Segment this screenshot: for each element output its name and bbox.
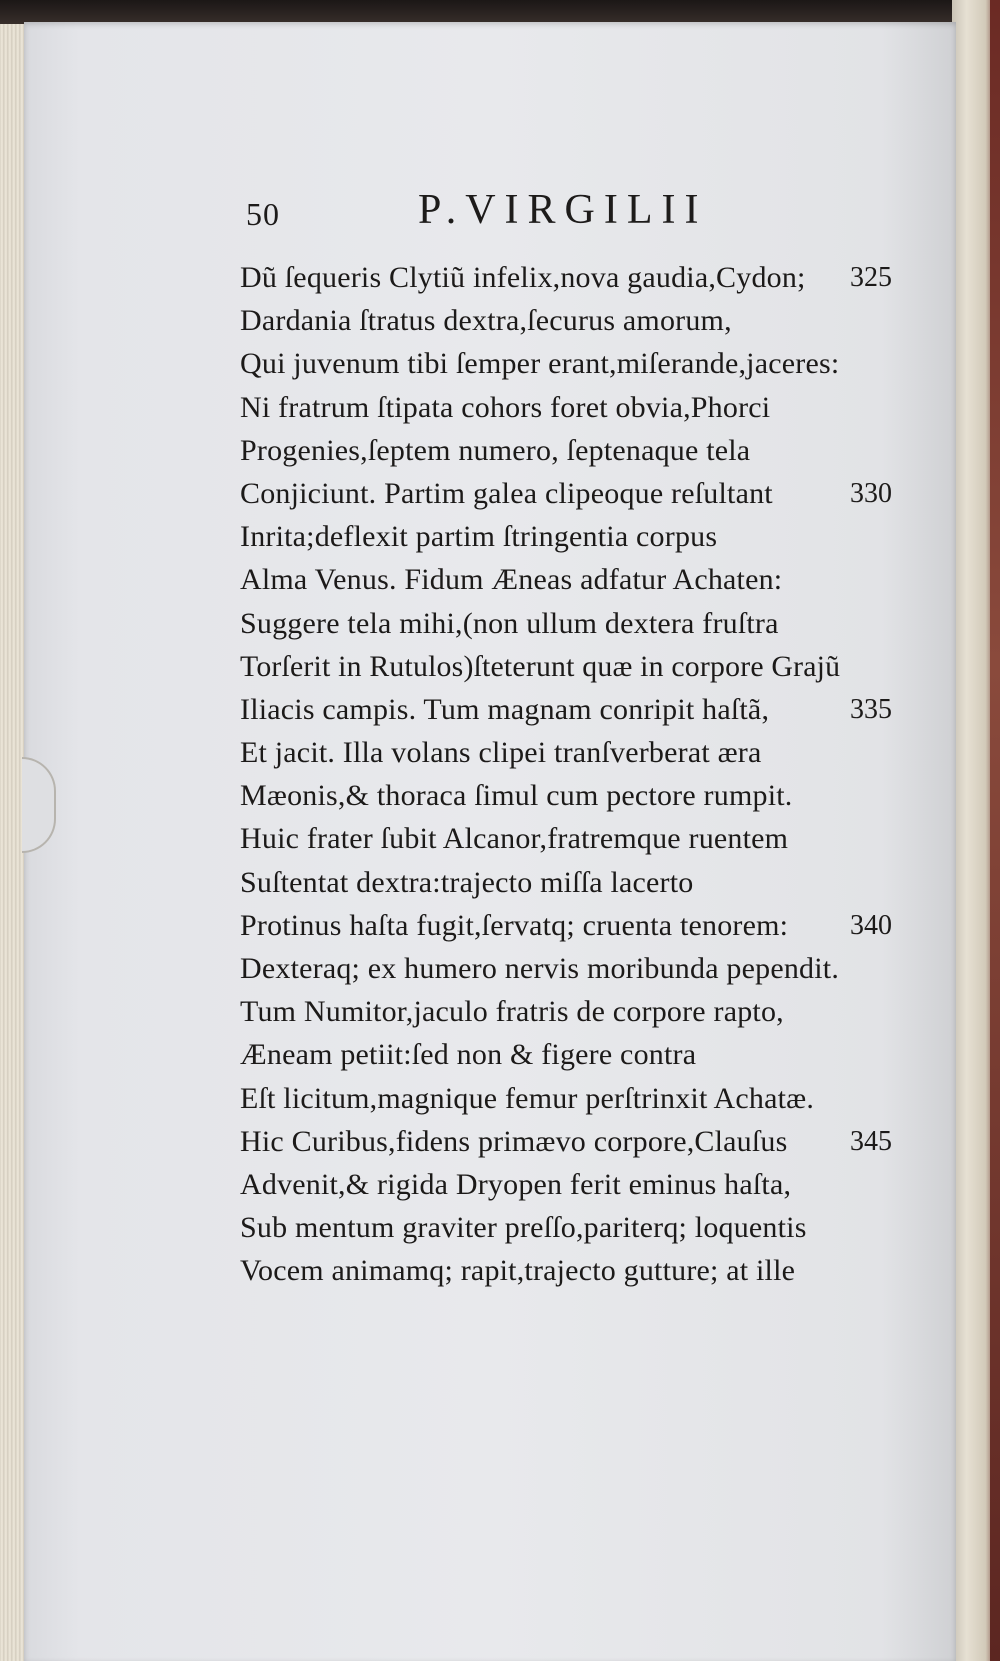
verse-line xyxy=(240,342,920,385)
running-title: P.VIRGILII xyxy=(418,187,708,233)
line-number: 330 xyxy=(850,477,892,509)
verse-text: Huic frater ſubit Alcanor,fratremque ruentem xyxy=(240,822,789,856)
verse-line xyxy=(240,386,920,429)
verse-block xyxy=(240,256,920,1293)
verse-line xyxy=(240,688,920,731)
verse-text: Progenies,ſeptem numero, ſeptenaque tela xyxy=(240,433,751,467)
verse-text: Dardania ſtratus dextra,ſecurus amorum, xyxy=(240,304,732,338)
verse-text: Dexteraq; ex humero nervis moribunda pependit. xyxy=(240,952,840,985)
verse-text: Inrita;deflexit partim ſtringentia corpus xyxy=(240,520,718,554)
line-number: 325 xyxy=(850,262,892,293)
verse-line xyxy=(240,861,920,904)
verse-text: Suggere tela mihi,(non ullum dextera fruſtra xyxy=(240,606,779,640)
book-binding-edge xyxy=(990,0,1000,1661)
verse-line xyxy=(240,558,920,601)
verse-text: Suſtentat dextra:trajecto miſſa lacerto xyxy=(240,865,694,899)
line-number: 345 xyxy=(850,1125,892,1157)
verse-line xyxy=(240,1206,920,1249)
verse-line xyxy=(240,299,920,342)
verse-line xyxy=(240,1120,920,1163)
verse-text: Et jacit. Illa volans clipei tranſverberat æra xyxy=(240,736,762,770)
verse-line xyxy=(240,515,920,558)
verse-text: Advenit,& rigida Dryopen ferit eminus haſta, xyxy=(240,1167,792,1201)
verse-line xyxy=(240,990,920,1033)
verse-line xyxy=(240,1033,920,1076)
verse-text: Protinus haſta fugit,ſervatq; cruenta tenorem: xyxy=(240,908,789,942)
verse-line xyxy=(240,602,920,645)
verse-text: Dũ ſequeris Clytiũ infelix,nova gaudia,Cydon; xyxy=(240,261,806,294)
verse-text: Mæonis,& thoraca ſimul cum pectore rumpit. xyxy=(240,779,793,813)
verse-line xyxy=(240,256,920,299)
verse-line xyxy=(240,472,920,515)
verse-line xyxy=(240,429,920,472)
verse-line xyxy=(240,774,920,817)
verse-text: Sub mentum graviter preſſo,pariterq; loquentis xyxy=(240,1211,807,1245)
verse-text: Iliacis campis. Tum magnam conripit haſtã, xyxy=(240,692,770,726)
line-number: 340 xyxy=(850,909,892,941)
verse-line xyxy=(240,1077,920,1120)
verse-text: Ni fratrum ſtipata cohors foret obvia,Phorci xyxy=(240,390,771,424)
verse-line xyxy=(240,1163,920,1206)
verse-line xyxy=(240,947,920,990)
verse-line xyxy=(240,1249,920,1292)
verse-line xyxy=(240,817,920,860)
verse-text: Tum Numitor,jaculo fratris de corpore rapto, xyxy=(240,995,784,1029)
verse-text: Qui juvenum tibi ſemper erant,miſerande,jaceres: xyxy=(240,347,840,381)
verse-line xyxy=(240,731,920,774)
page-number: 50 xyxy=(246,196,280,232)
page-tab-mark xyxy=(22,757,56,853)
verse-text: Æneam petiit:ſed non & figere contra xyxy=(240,1038,697,1072)
line-number: 335 xyxy=(850,693,892,725)
verse-text: Conjiciunt. Partim galea clipeoque reſultant xyxy=(240,476,773,510)
verse-text: Eſt licitum,magnique femur perſtrinxit Achatæ. xyxy=(240,1081,815,1115)
verse-text: Torſerit in Rutulos)ſteterunt quæ in corpore Grajũ xyxy=(240,649,841,683)
verse-text: Hic Curibus,fidens primævo corpore,Clauſus xyxy=(240,1124,788,1158)
verse-line xyxy=(240,904,920,947)
verse-text: Alma Venus. Fidum Æneas adfatur Achaten: xyxy=(240,563,783,597)
verse-line xyxy=(240,645,920,688)
verse-text: Vocem animamq; rapit,trajecto gutture; at ille xyxy=(240,1254,796,1288)
